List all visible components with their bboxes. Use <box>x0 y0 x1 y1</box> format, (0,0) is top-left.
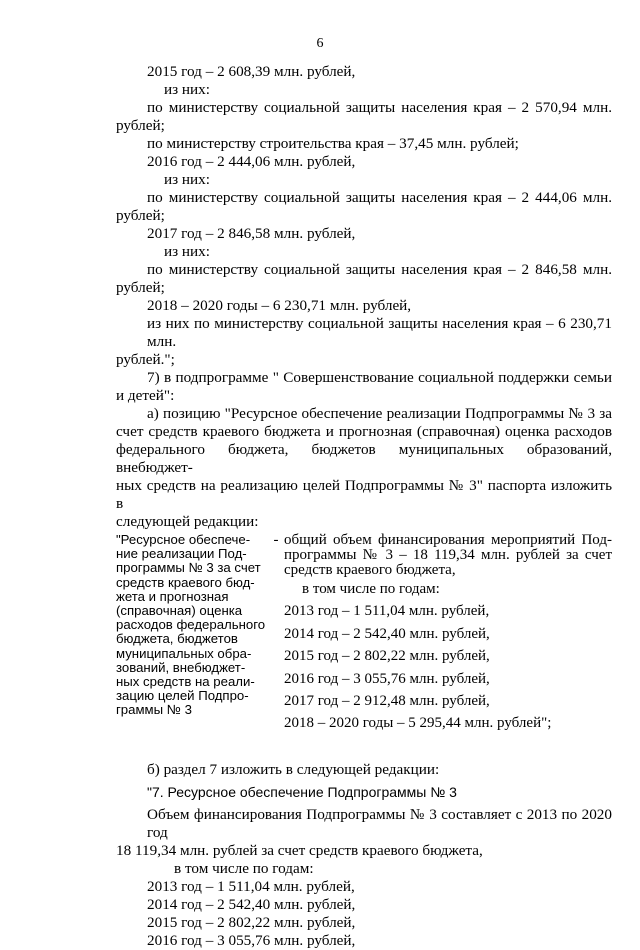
table-right-head-line: общий объем финансирования мероприятий Под- <box>284 532 612 548</box>
table-left-line: средств краевого бюд- <box>116 574 255 590</box>
table-left-cell <box>116 533 276 718</box>
text-line: в том числе по годам: <box>174 860 314 877</box>
table-left-line: программы № 3 за счет <box>116 560 261 576</box>
document-body <box>116 63 612 950</box>
table-right-head-line: средств краевого бюджета, <box>284 562 456 578</box>
table-left-line: граммы № 3 <box>116 702 192 718</box>
text-line: из них: <box>164 243 210 260</box>
text-line: по министерству социальной защиты населения края – 2 846,58 млн. <box>147 261 612 278</box>
text-line: из них: <box>164 81 210 98</box>
text-line: ных средств на реализацию целей Подпрограммы № 3" паспорта изложить в <box>116 477 612 512</box>
text-line: и детей": <box>116 387 175 404</box>
table-right-line: 2018 – 2020 годы – 5 295,44 млн. рублей"; <box>284 715 552 732</box>
text-line: по министерству строительства края – 37,45 млн. рублей; <box>147 135 519 152</box>
text-line: 2015 год – 2 802,22 млн. рублей, <box>147 914 356 931</box>
text-line: следующей редакции: <box>116 513 259 530</box>
text-line: 2016 год – 2 444,06 млн. рублей, <box>147 153 356 170</box>
text-line: 18 119,34 млн. рублей за счет средств краевого бюджета, <box>116 842 483 859</box>
text-line: рублей; <box>116 117 165 134</box>
section-heading: "7. Ресурсное обеспечение Подпрограммы № 3 <box>147 784 457 800</box>
table-left-line: (справочная) оценка <box>116 603 243 619</box>
table-right-line: 2015 год – 2 802,22 млн. рублей, <box>284 648 490 665</box>
table-right-line: 2016 год – 3 055,76 млн. рублей, <box>284 670 490 687</box>
text-line: 2018 – 2020 годы – 6 230,71 млн. рублей, <box>147 297 412 314</box>
text-line: по министерству социальной защиты населения края – 2 444,06 млн. <box>147 189 612 206</box>
table-left-line: ных средств на реали- <box>116 674 255 690</box>
text-line: рублей; <box>116 207 165 224</box>
text-line: из них по министерству социальной защиты населения края – 6 230,71 млн. <box>147 315 612 350</box>
page-number: 6 <box>316 36 324 51</box>
resource-table <box>116 533 612 749</box>
table-right-cell <box>284 533 612 735</box>
table-left-line: муниципальных обра- <box>116 645 252 661</box>
text-line: рублей."; <box>116 351 175 368</box>
table-left-line: жета и прогнозная <box>116 588 229 604</box>
table-right-line: в том числе по годам: <box>302 581 440 597</box>
text-line: 2013 год – 1 511,04 млн. рублей, <box>147 878 355 895</box>
text-line: рублей; <box>116 279 165 296</box>
text-line: 2014 год – 2 542,40 млн. рублей, <box>147 896 356 913</box>
table-dash: - <box>273 532 279 548</box>
table-left-line: зацию целей Подпро- <box>116 688 249 704</box>
table-left-line: "Ресурсное обеспече- <box>116 532 251 547</box>
text-line: счет средств краевого бюджета и прогнозная (справочная) оценка расходов <box>116 423 612 440</box>
text-line: федерального бюджета, бюджетов муниципальных образований, внебюджет- <box>116 441 612 476</box>
text-line: Объем финансирования Подпрограммы № 3 составляет с 2013 по 2020 год <box>147 806 612 841</box>
text-line: 2015 год – 2 608,39 млн. рублей, <box>147 63 356 80</box>
text-line: б) раздел 7 изложить в следующей редакции: <box>147 761 440 778</box>
table-right-line: 2013 год – 1 511,04 млн. рублей, <box>284 603 490 620</box>
table-right-line: 2014 год – 2 542,40 млн. рублей, <box>284 625 490 642</box>
table-left-line: бюджета, бюджетов <box>116 631 238 647</box>
text-line: 2016 год – 3 055,76 млн. рублей, <box>147 932 356 949</box>
table-left-line: зований, внебюджет- <box>116 659 246 675</box>
table-left-line: ние реализации Под- <box>116 546 247 562</box>
table-left-line: расходов федерального <box>116 617 266 633</box>
text-line: 2017 год – 2 846,58 млн. рублей, <box>147 225 356 242</box>
text-line: 7) в подпрограмме " Совершенствование социальной поддержки семьи <box>147 369 612 386</box>
text-line: по министерству социальной защиты населения края – 2 570,94 млн. <box>147 99 612 116</box>
text-line: а) позицию "Ресурсное обеспечение реализации Подпрограммы № 3 за <box>147 405 612 422</box>
table-right-head-line: программы № 3 – 18 119,34 млн. рублей за счет <box>284 547 612 563</box>
table-right-line: 2017 год – 2 912,48 млн. рублей, <box>284 693 490 710</box>
text-line: из них: <box>164 171 210 188</box>
